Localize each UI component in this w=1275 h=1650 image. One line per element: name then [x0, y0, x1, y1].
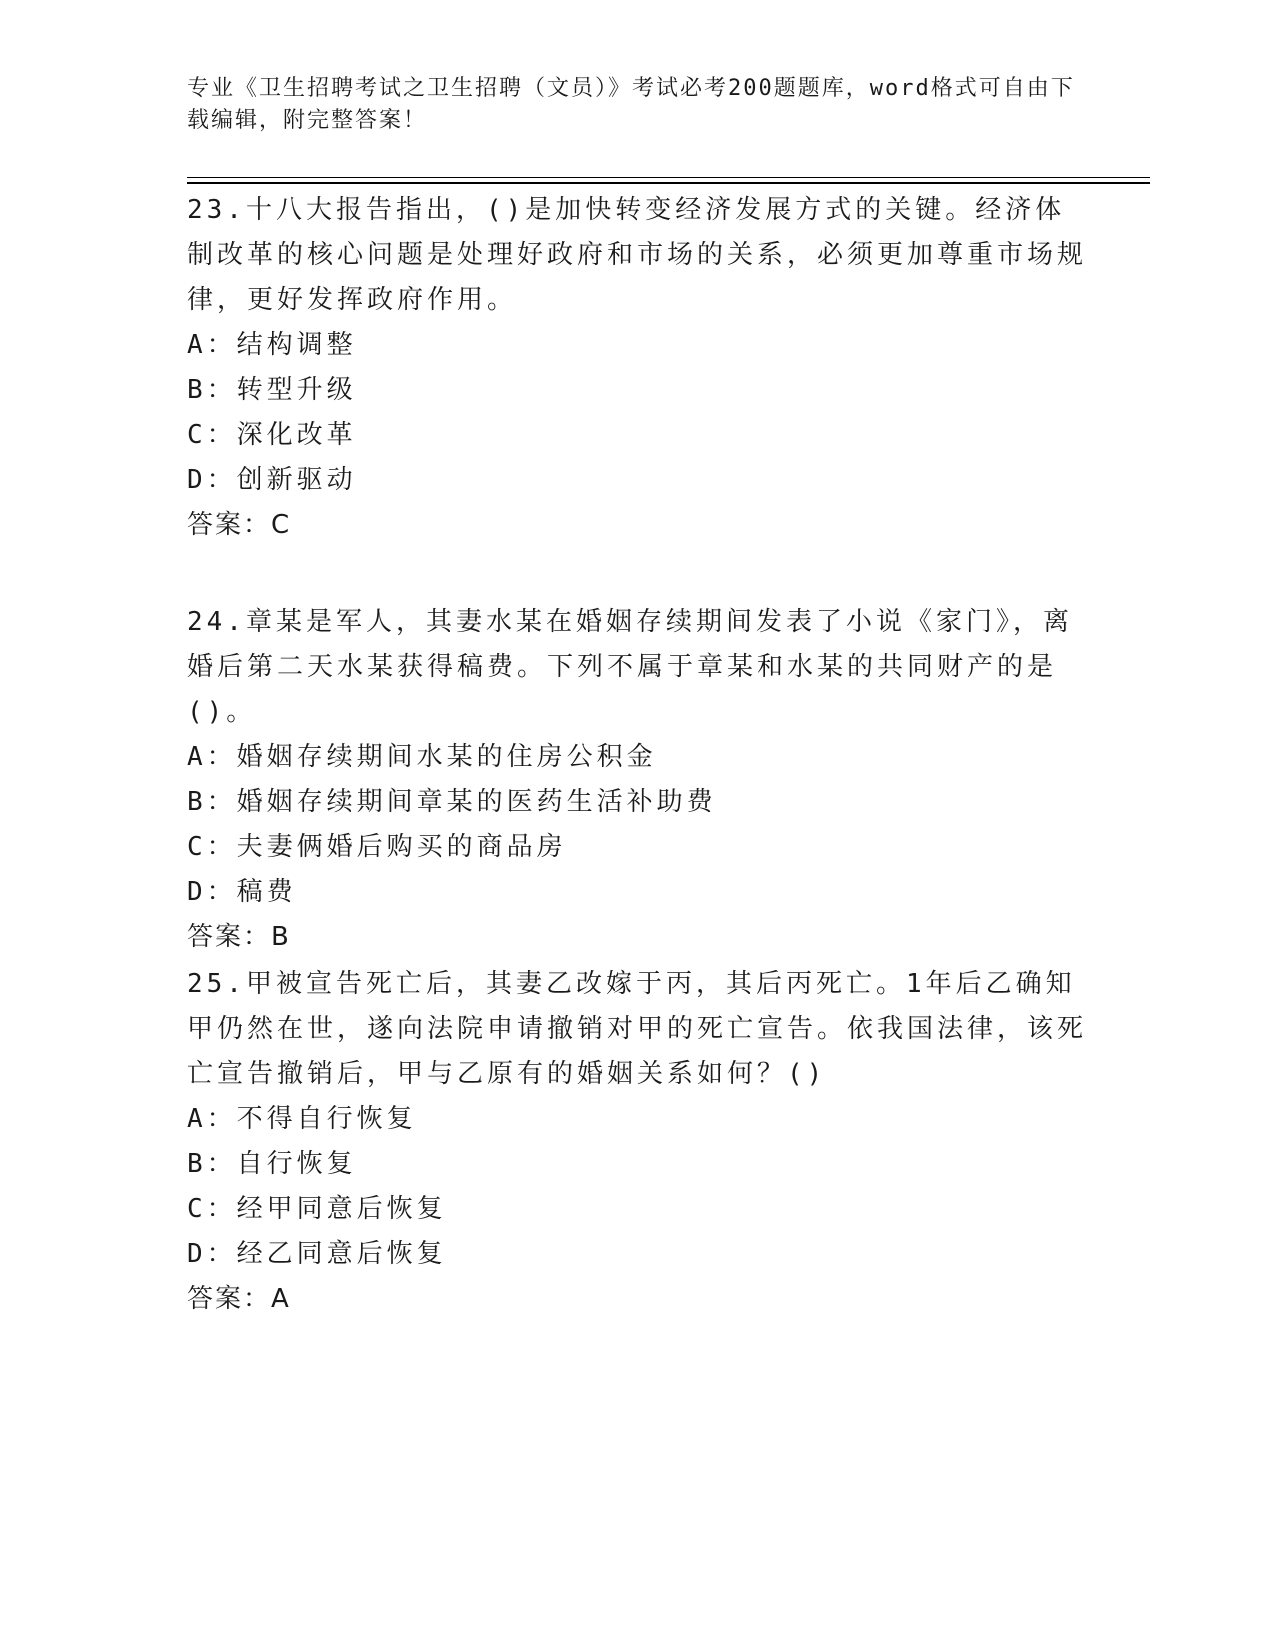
- option-c: C：深化改革: [187, 420, 357, 450]
- question-stem: 23.十八大报告指出，()是加快转变经济发展方式的关键。经济体制改革的核心问题是处理好政府和市场的关系，必须更加尊重市场规律，更好发挥政府作用。: [187, 195, 1088, 315]
- option-a: A：不得自行恢复: [187, 1104, 417, 1134]
- document-header: 专业《卫生招聘考试之卫生招聘（文员）》考试必考200题题库，word格式可自由下载编辑，附完整答案！: [187, 76, 1075, 133]
- option-b: B：婚姻存续期间章某的医药生活补助费: [187, 787, 717, 817]
- option-d: D：创新驱动: [187, 465, 357, 495]
- option-b: B：转型升级: [187, 375, 357, 405]
- question-stem: 24.章某是军人，其妻水某在婚姻存续期间发表了小说《家门》，离婚后第二天水某获得稿费。下列不属于章某和水某的共同财产的是()。: [187, 607, 1073, 727]
- question-25: [187, 962, 1087, 1322]
- option-c: C：经甲同意后恢复: [187, 1194, 447, 1224]
- answer: 答案：B: [187, 922, 291, 952]
- answer: 答案：C: [187, 510, 292, 540]
- header-divider-thin: [187, 177, 1150, 178]
- option-a: A：结构调整: [187, 330, 357, 360]
- option-d: D：稿费: [187, 877, 297, 907]
- option-d: D：经乙同意后恢复: [187, 1239, 447, 1269]
- option-b: B：自行恢复: [187, 1149, 357, 1179]
- question-23: [187, 188, 1087, 548]
- header-divider-thick: [187, 182, 1150, 184]
- option-a: A：婚姻存续期间水某的住房公积金: [187, 742, 657, 772]
- option-c: C：夫妻俩婚后购买的商品房: [187, 832, 567, 862]
- question-stem: 25.甲被宣告死亡后，其妻乙改嫁于丙，其后丙死亡。1年后乙确知甲仍然在世，遂向法院申请撤销对甲的死亡宣告。依我国法律，该死亡宣告撤销后，甲与乙原有的婚姻关系如何？(): [187, 969, 1088, 1089]
- answer: 答案：A: [187, 1284, 291, 1314]
- question-24: [187, 600, 1087, 960]
